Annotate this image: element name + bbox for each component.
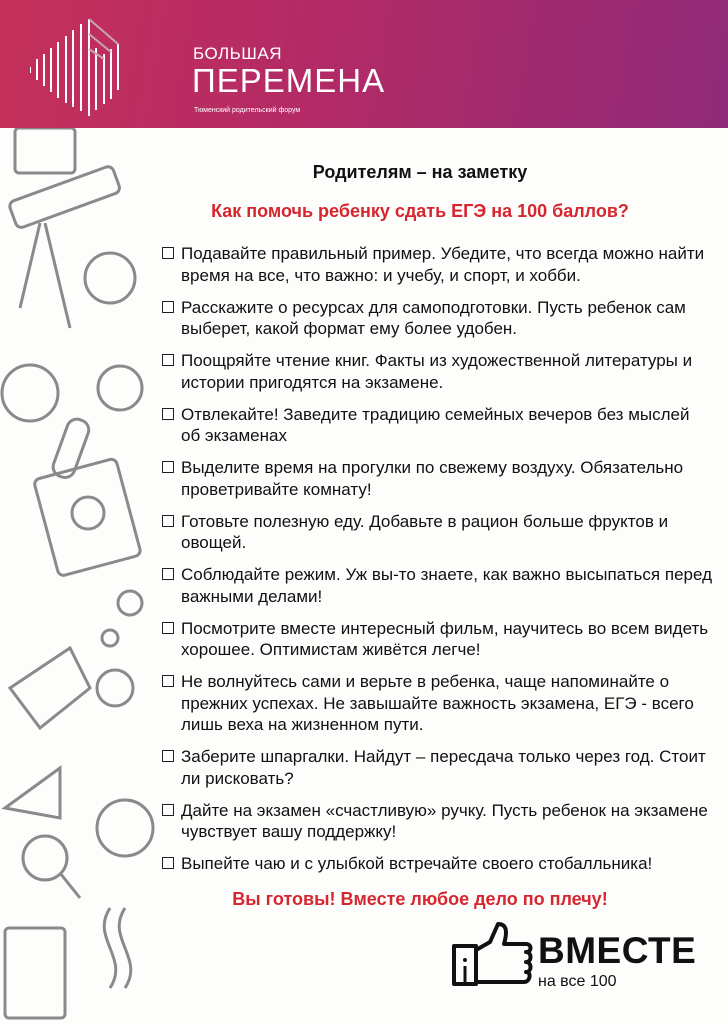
list-item [162, 746, 712, 789]
brand-subtitle: Тюменский родительский форум [194, 107, 301, 114]
list-item [162, 800, 712, 843]
science-doodles-decoration [0, 128, 155, 1024]
tips-list [162, 243, 712, 885]
list-item [162, 618, 712, 661]
list-item [162, 350, 712, 393]
list-item [162, 404, 712, 447]
brand-name: ПЕРЕМЕНА [192, 62, 386, 99]
list-item [162, 457, 712, 500]
tip-text: Отвлекайте! Заведите традицию семейных вечеров без мыслей об экзаменах [181, 404, 690, 445]
list-item [162, 564, 712, 607]
tip-text: Дайте на экзамен «счастливую» ручку. Пусть ребенок на экзамене чувствует вашу поддержку! [181, 800, 708, 841]
checkbox-icon [162, 857, 174, 869]
checkbox-icon [162, 461, 174, 473]
checkbox-icon [162, 247, 174, 259]
tip-text: Готовьте полезную еду. Добавьте в рацион больше фруктов и овощей. [181, 511, 669, 552]
tip-text: Посмотрите вместе интересный фильм, научитесь во всем видеть хорошее. Оптимистам живётся легче! [181, 618, 709, 659]
checkbox-icon [162, 301, 174, 313]
tip-text: Заберите шпаргалки. Найдут – пересдача только через год. Стоит ли рисковать? [181, 747, 706, 788]
header-banner [0, 0, 728, 128]
tip-text: Выпейте чаю и с улыбкой встречайте своего стобалльника! [181, 854, 653, 873]
list-item [162, 671, 712, 736]
tip-text: Подавайте правильный пример. Убедите, что всегда можно найти время на все, что важно: и учебу, и спорт, и хобби. [181, 244, 705, 285]
tip-text: Поощряйте чтение книг. Факты из художественной литературы и истории пригодятся на экзамене. [181, 351, 693, 392]
checkbox-icon [162, 568, 174, 580]
tip-text: Соблюдайте режим. Уж вы-то знаете, как важно высыпаться перед важными делами! [181, 565, 712, 606]
checkbox-icon [162, 675, 174, 687]
checkbox-icon [162, 804, 174, 816]
logo-bars-icon [30, 14, 170, 124]
footer-logo-title: ВМЕСТЕ [538, 930, 697, 971]
list-item [162, 853, 712, 875]
tip-text: Выделите время на прогулки по свежему воздуху. Обязательно проветривайте комнату! [181, 458, 684, 499]
closing-slogan: Вы готовы! Вместе любое дело по плечу! [232, 889, 608, 909]
page-title: Родителям – на заметку [312, 162, 528, 182]
list-item [162, 511, 712, 554]
page-subtitle: Как помочь ребенку сдать ЕГЭ на 100 баллов? [211, 201, 629, 221]
checkbox-icon [162, 622, 174, 634]
brand-small-text: БОЛЬШАЯ [193, 44, 283, 63]
tip-text: Не волнуйтесь сами и верьте в ребенка, чаще напоминайте о прежних успехах. Не завышайте важность экзамена, ЕГЭ - всего лишь веха на жизненном пути. [181, 672, 694, 734]
checkbox-icon [162, 515, 174, 527]
list-item [162, 243, 712, 286]
thumbs-up-icon [452, 922, 534, 988]
footer-logo-subtitle: на все 100 [538, 973, 617, 990]
checkbox-icon [162, 750, 174, 762]
list-item [162, 297, 712, 340]
tip-text: Расскажите о ресурсах для самоподготовки. Пусть ребенок сам выберет, какой формат ему более удобен. [181, 297, 686, 338]
checkbox-icon [162, 408, 174, 420]
checkbox-icon [162, 354, 174, 366]
